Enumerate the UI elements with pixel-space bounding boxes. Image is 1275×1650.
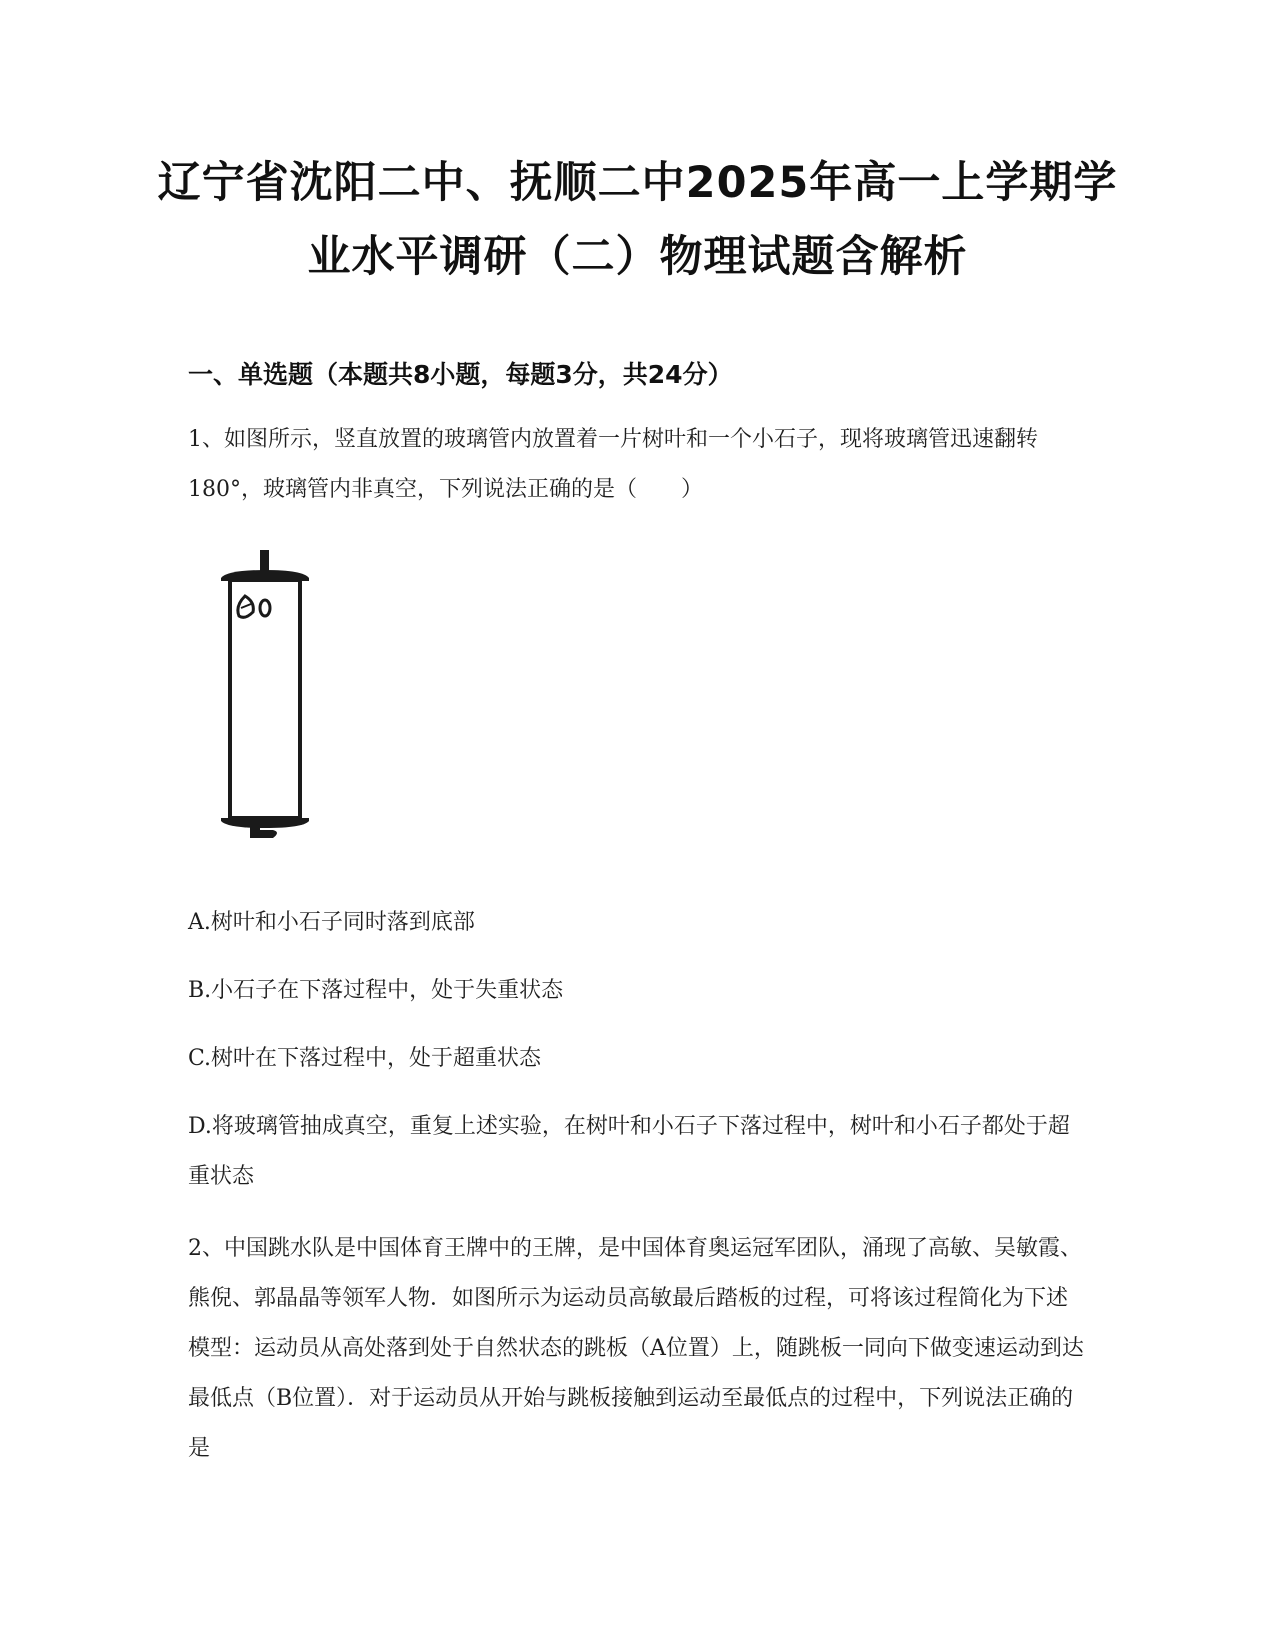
option-a: A.树叶和小石子同时落到底部	[188, 910, 475, 935]
valve-handle	[259, 830, 277, 838]
question-2-text: 2、中国跳水队是中国体育王牌中的王牌，是中国体育奥运冠军团队，涌现了高敏、吴敏霞、熊倪、郭晶晶等领军人物．如图所示为运动员高敏最后踏板的过程，可将该过程简化为下述模型：运动员从高处落到处于自然状态的跳板（A位置）上，随跳板一同向下做变速运动到达最低点（B位置）．对于运动员从开始与跳板接触到运动至最低点的过程中，下列说法正确的是	[188, 1236, 1084, 1461]
section-heading: 一、单选题（本题共8小题，每题3分，共24分）	[188, 360, 733, 389]
question-1-text: 1、如图所示，竖直放置的玻璃管内放置着一片树叶和一个小石子，现将玻璃管迅速翻转180°，玻璃管内非真空，下列说法正确的是（ ）	[188, 427, 1038, 502]
option-b: B.小石子在下落过程中，处于失重状态	[188, 978, 564, 1003]
option-d: D.将玻璃管抽成真空，重复上述实验，在树叶和小石子下落过程中，树叶和小石子都处于超重状态	[188, 1114, 1070, 1189]
glass-tube-figure	[215, 548, 315, 838]
stone-icon	[260, 600, 270, 616]
tube-top-stopper	[260, 550, 269, 572]
option-c: C.树叶在下落过程中，处于超重状态	[188, 1046, 542, 1071]
tube-bottom-cap	[221, 818, 309, 828]
document-title: 辽宁省沈阳二中、抚顺二中2025年高一上学期学业水平调研（二）物理试题含解析	[157, 158, 1118, 282]
tube-bottom-valve	[250, 826, 260, 838]
